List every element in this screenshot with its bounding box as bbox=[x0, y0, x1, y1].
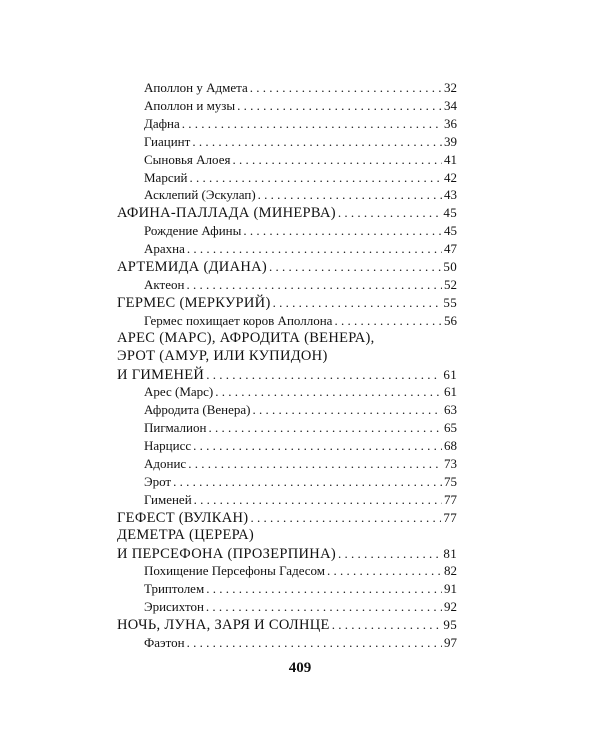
toc-section bbox=[117, 204, 457, 222]
dot-leader bbox=[186, 276, 442, 294]
toc-entry-page: 55 bbox=[443, 294, 457, 310]
toc-section-title: ГЕРМЕС (МЕРКУРИЙ) bbox=[117, 294, 271, 311]
toc-entry-title: Триптолем bbox=[144, 581, 205, 597]
dot-leader bbox=[273, 294, 442, 312]
dot-leader bbox=[334, 312, 442, 330]
toc-entry-page: 95 bbox=[443, 617, 457, 633]
toc-entry bbox=[117, 455, 457, 473]
toc-entry-title: Арес (Марс) bbox=[144, 384, 214, 400]
toc-entry-title: Рождение Афины bbox=[144, 223, 242, 239]
toc-entry-page: 45 bbox=[443, 205, 457, 221]
toc-entry bbox=[117, 186, 457, 204]
toc-entry-title: Адонис bbox=[144, 456, 187, 472]
toc-section-title-line: ДЕМЕТРА (ЦЕРЕРА) bbox=[117, 526, 255, 543]
dot-leader bbox=[269, 258, 441, 276]
toc-entry bbox=[117, 562, 457, 580]
table-of-contents bbox=[117, 79, 457, 652]
toc-entry-title: Аполлон и музы bbox=[144, 97, 236, 113]
toc-entry-page: 43 bbox=[444, 187, 457, 203]
toc-section bbox=[117, 258, 457, 276]
toc-section bbox=[117, 545, 457, 563]
toc-entry-page: 36 bbox=[444, 115, 457, 131]
toc-entry-page: 42 bbox=[444, 169, 457, 185]
toc-entry bbox=[117, 312, 457, 330]
toc-entry-page: 92 bbox=[444, 599, 457, 615]
dot-leader bbox=[206, 598, 442, 616]
toc-entry bbox=[117, 401, 457, 419]
dot-leader bbox=[192, 133, 442, 151]
dot-leader bbox=[338, 204, 442, 222]
toc-entry-title: Эрисихтон bbox=[144, 599, 204, 615]
dot-leader bbox=[193, 437, 442, 455]
toc-entry-title: Аполлон у Адмета bbox=[144, 80, 248, 95]
dot-leader bbox=[188, 455, 442, 473]
toc-entry bbox=[117, 580, 457, 598]
toc-entry-title: Фаэтон bbox=[144, 635, 185, 651]
toc-entry bbox=[117, 115, 457, 133]
toc-entry-page: 56 bbox=[444, 312, 457, 328]
dot-leader bbox=[237, 97, 442, 115]
dot-leader bbox=[194, 491, 442, 509]
toc-section-title: АФИНА-ПАЛЛАДА (МИНЕРВА) bbox=[117, 205, 336, 222]
toc-entry-page: 52 bbox=[444, 276, 457, 292]
toc-entry bbox=[117, 222, 457, 240]
toc-entry-title: Афродита (Венера) bbox=[144, 402, 251, 418]
toc-entry bbox=[117, 276, 457, 294]
toc-entry-page: 61 bbox=[443, 366, 457, 382]
toc-entry-page: 47 bbox=[444, 241, 457, 257]
toc-entry-page: 50 bbox=[443, 259, 457, 275]
dot-leader bbox=[243, 222, 442, 240]
toc-entry-title: Марсий bbox=[144, 169, 188, 185]
toc-section-title-line: АРЕС (МАРС), АФРОДИТА (ВЕНЕРА), bbox=[117, 329, 375, 346]
dot-leader bbox=[250, 79, 442, 97]
toc-entry bbox=[117, 79, 457, 97]
toc-entry-page: 39 bbox=[444, 133, 457, 149]
dot-leader bbox=[232, 151, 442, 169]
toc-section-title: НОЧЬ, ЛУНА, ЗАРЯ И СОЛНЦЕ bbox=[117, 617, 330, 634]
dot-leader bbox=[327, 562, 442, 580]
toc-entry bbox=[117, 634, 457, 652]
toc-section-title: И ГИМЕНЕЙ bbox=[117, 366, 205, 383]
toc-entry-page: 34 bbox=[444, 97, 457, 113]
toc-entry-title: Нарцисс bbox=[144, 438, 192, 454]
toc-entry-page: 75 bbox=[444, 473, 457, 489]
toc-entry-title: Эрот bbox=[144, 473, 172, 489]
toc-entry-title: Гиацинт bbox=[144, 133, 191, 149]
toc-section-title: ГЕФЕСТ (ВУЛКАН) bbox=[117, 509, 249, 526]
toc-section bbox=[117, 366, 457, 384]
toc-entry-page: 41 bbox=[444, 151, 457, 167]
dot-leader bbox=[206, 366, 441, 384]
toc-entry-page: 81 bbox=[443, 545, 457, 561]
dot-leader bbox=[338, 545, 441, 563]
toc-entry bbox=[117, 491, 457, 509]
toc-section bbox=[117, 294, 457, 312]
toc-entry bbox=[117, 133, 457, 151]
toc-entry-page: 45 bbox=[444, 223, 457, 239]
toc-entry bbox=[117, 473, 457, 491]
toc-entry-page: 82 bbox=[444, 563, 457, 579]
toc-entry-page: 77 bbox=[443, 509, 457, 525]
toc-entry-title: Похищение Персефоны Гадесом bbox=[144, 563, 326, 579]
dot-leader bbox=[187, 240, 442, 258]
toc-section bbox=[117, 509, 457, 527]
toc-entry-title: Сыновья Алоея bbox=[144, 151, 231, 167]
toc-entry bbox=[117, 598, 457, 616]
toc-entry-title: Арахна bbox=[144, 241, 185, 257]
toc-entry-page: 65 bbox=[444, 420, 457, 436]
toc-entry-page: 91 bbox=[444, 581, 457, 597]
dot-leader bbox=[208, 419, 442, 437]
dot-leader bbox=[190, 169, 442, 187]
toc-entry-page: 73 bbox=[444, 456, 457, 472]
dot-leader bbox=[187, 634, 442, 652]
toc-entry-title: Пигмалион bbox=[144, 420, 207, 436]
dot-leader bbox=[173, 473, 442, 491]
toc-entry-title: Дафна bbox=[144, 115, 180, 131]
dot-leader bbox=[258, 186, 442, 204]
toc-entry-title: Асклепий (Эскулап) bbox=[144, 187, 256, 203]
toc-entry-page: 61 bbox=[444, 384, 457, 400]
toc-entry bbox=[117, 240, 457, 258]
toc-entry bbox=[117, 97, 457, 115]
dot-leader bbox=[206, 580, 442, 598]
dot-leader bbox=[182, 115, 442, 133]
toc-entry-title: Гермес похищает коров Аполлона bbox=[144, 312, 333, 328]
toc-entry-title: Актеон bbox=[144, 276, 185, 292]
toc-entry bbox=[117, 151, 457, 169]
toc-entry-page: 97 bbox=[444, 635, 457, 651]
dot-leader bbox=[332, 616, 442, 634]
toc-entry-page: 77 bbox=[444, 491, 457, 507]
dot-leader bbox=[250, 509, 441, 527]
toc-section-title: И ПЕРСЕФОНА (ПРОЗЕРПИНА) bbox=[117, 545, 336, 562]
toc-entry bbox=[117, 169, 457, 187]
page-number: 409 bbox=[288, 660, 312, 676]
dot-leader bbox=[252, 401, 442, 419]
toc-entry bbox=[117, 437, 457, 455]
toc-entry bbox=[117, 419, 457, 437]
toc-entry-page: 68 bbox=[444, 438, 457, 454]
toc-entry-page: 63 bbox=[444, 402, 457, 418]
dot-leader bbox=[215, 383, 442, 401]
toc-section-title-line: ЭРОТ (АМУР, ИЛИ КУПИДОН) bbox=[117, 347, 328, 364]
toc-entry-page: 32 bbox=[444, 80, 457, 95]
toc-entry bbox=[117, 383, 457, 401]
toc-section-title: АРТЕМИДА (ДИАНА) bbox=[117, 259, 268, 276]
toc-entry-title: Гименей bbox=[144, 491, 192, 507]
toc-section bbox=[117, 616, 457, 634]
